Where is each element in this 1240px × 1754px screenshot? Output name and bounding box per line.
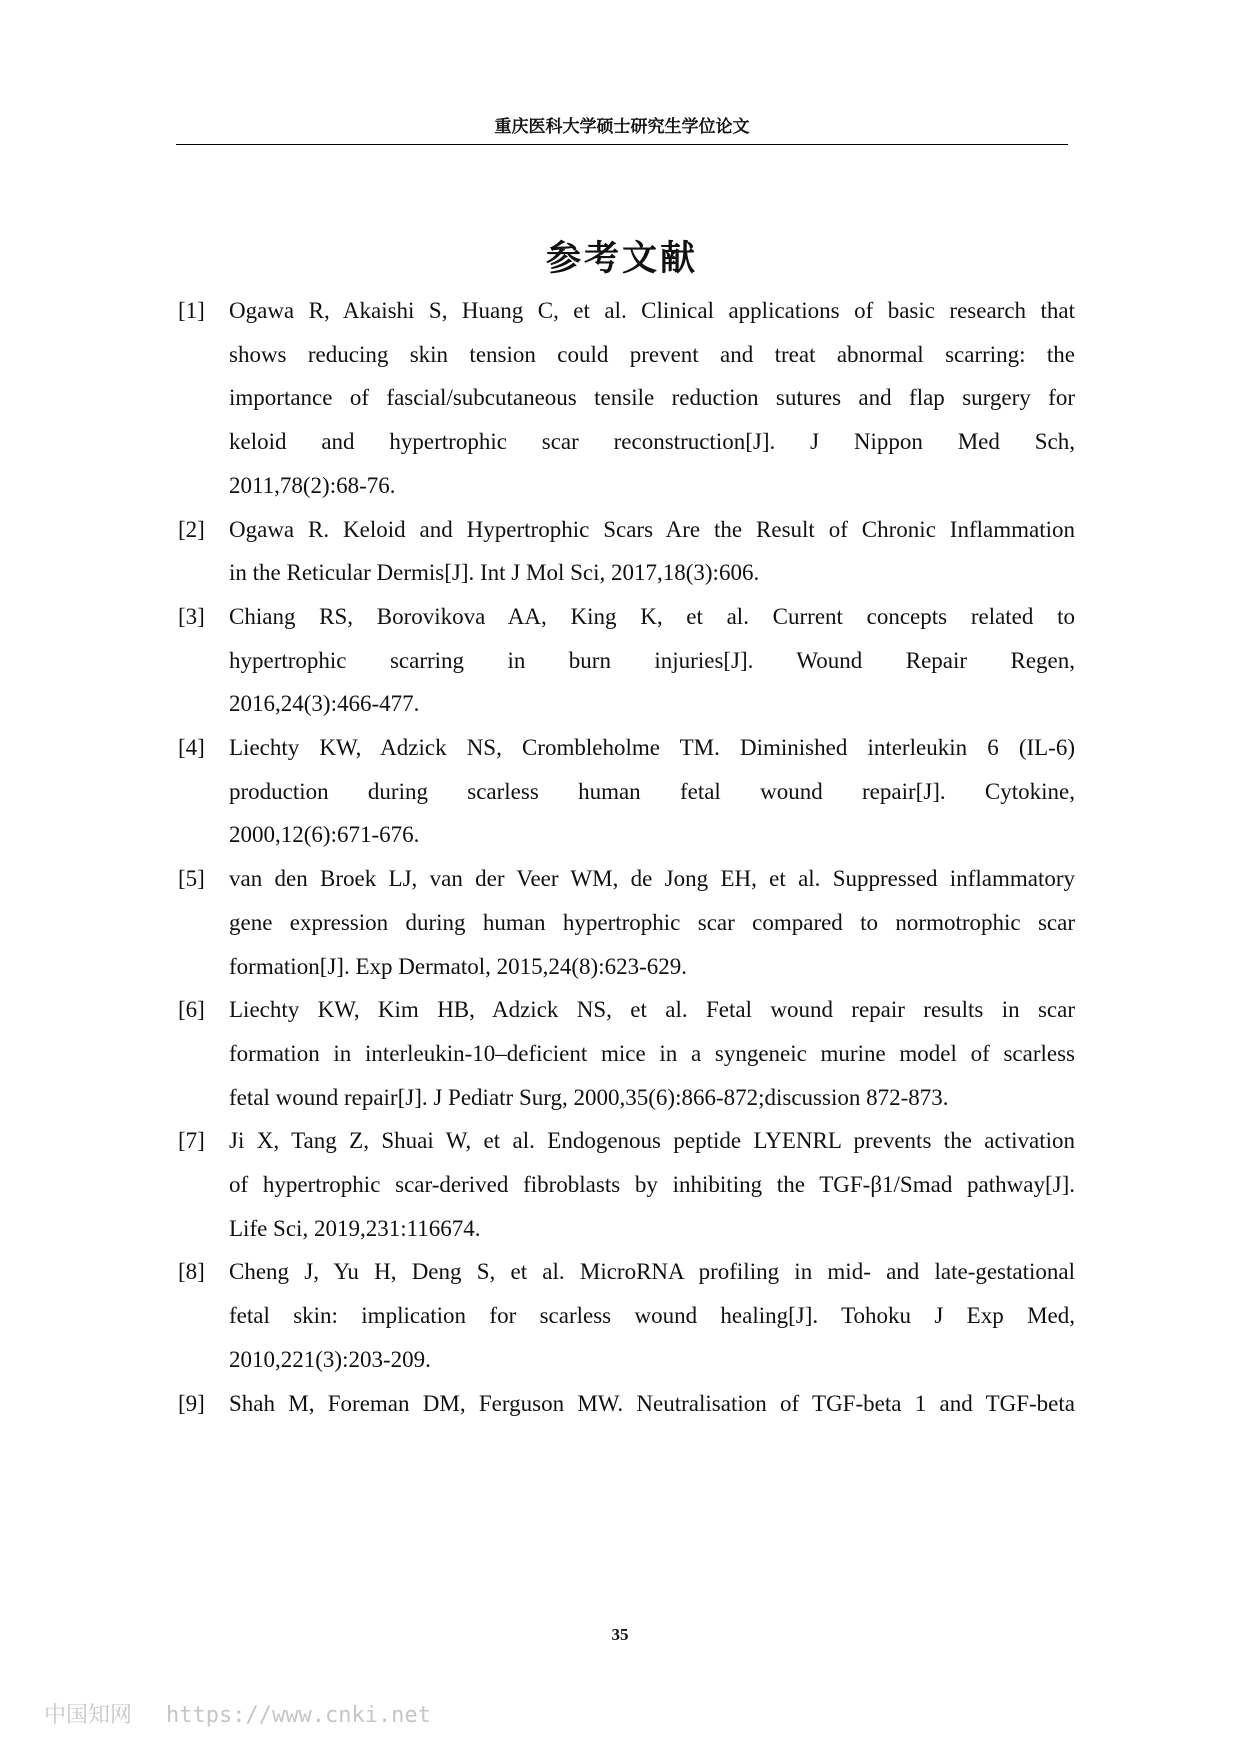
reference-text-line: 2016,24(3):466-477. <box>229 691 420 717</box>
reference-number: [5] <box>178 866 205 892</box>
reference-text-line: gene expression during human hypertrophic scar compared to normotrophic scar <box>229 909 1075 935</box>
reference-number: [7] <box>178 1128 205 1154</box>
watermark-name: 中国知网 <box>44 1703 133 1728</box>
reference-text-line: Ji X, Tang Z, Shuai W, et al. Endogenous peptide LYENRL prevents the activation <box>229 1128 1075 1154</box>
reference-text-line: formation[J]. Exp Dermatol, 2015,24(8):623-629. <box>229 953 687 979</box>
reference-number: [4] <box>178 735 205 760</box>
reference-text-line: in the Reticular Dermis[J]. Int J Mol Sci, 2017,18(3):606. <box>229 560 760 586</box>
reference-text-line: production during scarless human fetal wound repair[J]. Cytokine, <box>229 778 1075 804</box>
reference-text-line: Shah M, Foreman DM, Ferguson MW. Neutralisation of TGF-beta 1 and TGF-beta <box>229 1390 1075 1416</box>
reference-text-line: van den Broek LJ, van der Veer WM, de Jong EH, et al. Suppressed inflammatory <box>229 866 1075 892</box>
reference-text-line: Life Sci, 2019,231:116674. <box>229 1215 481 1241</box>
page-number: 35 <box>611 1625 629 1644</box>
page-title: 参考文献 <box>545 239 698 279</box>
reference-text-line: Ogawa R. Keloid and Hypertrophic Scars Are the Result of Chronic Inflammation <box>229 516 1075 542</box>
watermark-url: https://www.cnki.net <box>166 1703 431 1728</box>
reference-number: [6] <box>178 997 205 1023</box>
reference-number: [8] <box>178 1259 205 1285</box>
reference-text-line: importance of fascial/subcutaneous tensile reduction sutures and flap surgery for <box>229 385 1075 411</box>
watermark <box>44 1701 431 1730</box>
reference-text-line: 2000,12(6):671-676. <box>229 822 420 848</box>
reference-text-line: 2010,221(3):203-209. <box>229 1346 431 1372</box>
reference-text-line: fetal skin: implication for scarless wound healing[J]. Tohoku J Exp Med, <box>229 1303 1075 1329</box>
reference-text-line: Chiang RS, Borovikova AA, King K, et al. Current concepts related to <box>229 603 1075 629</box>
reference-number: [2] <box>178 516 205 542</box>
reference-text-line: fetal wound repair[J]. J Pediatr Surg, 2000,35(6):866-872;discussion 872-873. <box>229 1084 949 1110</box>
reference-text-line: shows reducing skin tension could prevent and treat abnormal scarring: the <box>229 341 1075 367</box>
reference-number: [9] <box>178 1390 205 1416</box>
reference-text-line: Liechty KW, Adzick NS, Crombleholme TM. Diminished interleukin 6 (IL-6) <box>229 735 1075 760</box>
reference-text-line: Ogawa R, Akaishi S, Huang C, et al. Clinical applications of basic research that <box>229 298 1075 323</box>
reference-number: [3] <box>178 603 205 629</box>
reference-text-line: keloid and hypertrophic scar reconstruction[J]. J Nippon Med Sch, <box>229 429 1075 455</box>
reference-text-line: of hypertrophic scar-derived fibroblasts by inhibiting the TGF-β1/Smad pathway[J]. <box>229 1172 1075 1197</box>
reference-text-line: Liechty KW, Kim HB, Adzick NS, et al. Fetal wound repair results in scar <box>229 997 1075 1023</box>
reference-text-line: 2011,78(2):68-76. <box>229 472 396 498</box>
reference-text-line: formation in interleukin-10–deficient mice in a syngeneic murine model of scarless <box>229 1040 1075 1066</box>
reference-number: [1] <box>178 298 205 323</box>
reference-text-line: Cheng J, Yu H, Deng S, et al. MicroRNA profiling in mid- and late-gestational <box>229 1259 1075 1285</box>
reference-text-line: hypertrophic scarring in burn injuries[J]. Wound Repair Regen, <box>229 647 1075 673</box>
running-header: 重庆医科大学硕士研究生学位论文 <box>494 117 750 137</box>
